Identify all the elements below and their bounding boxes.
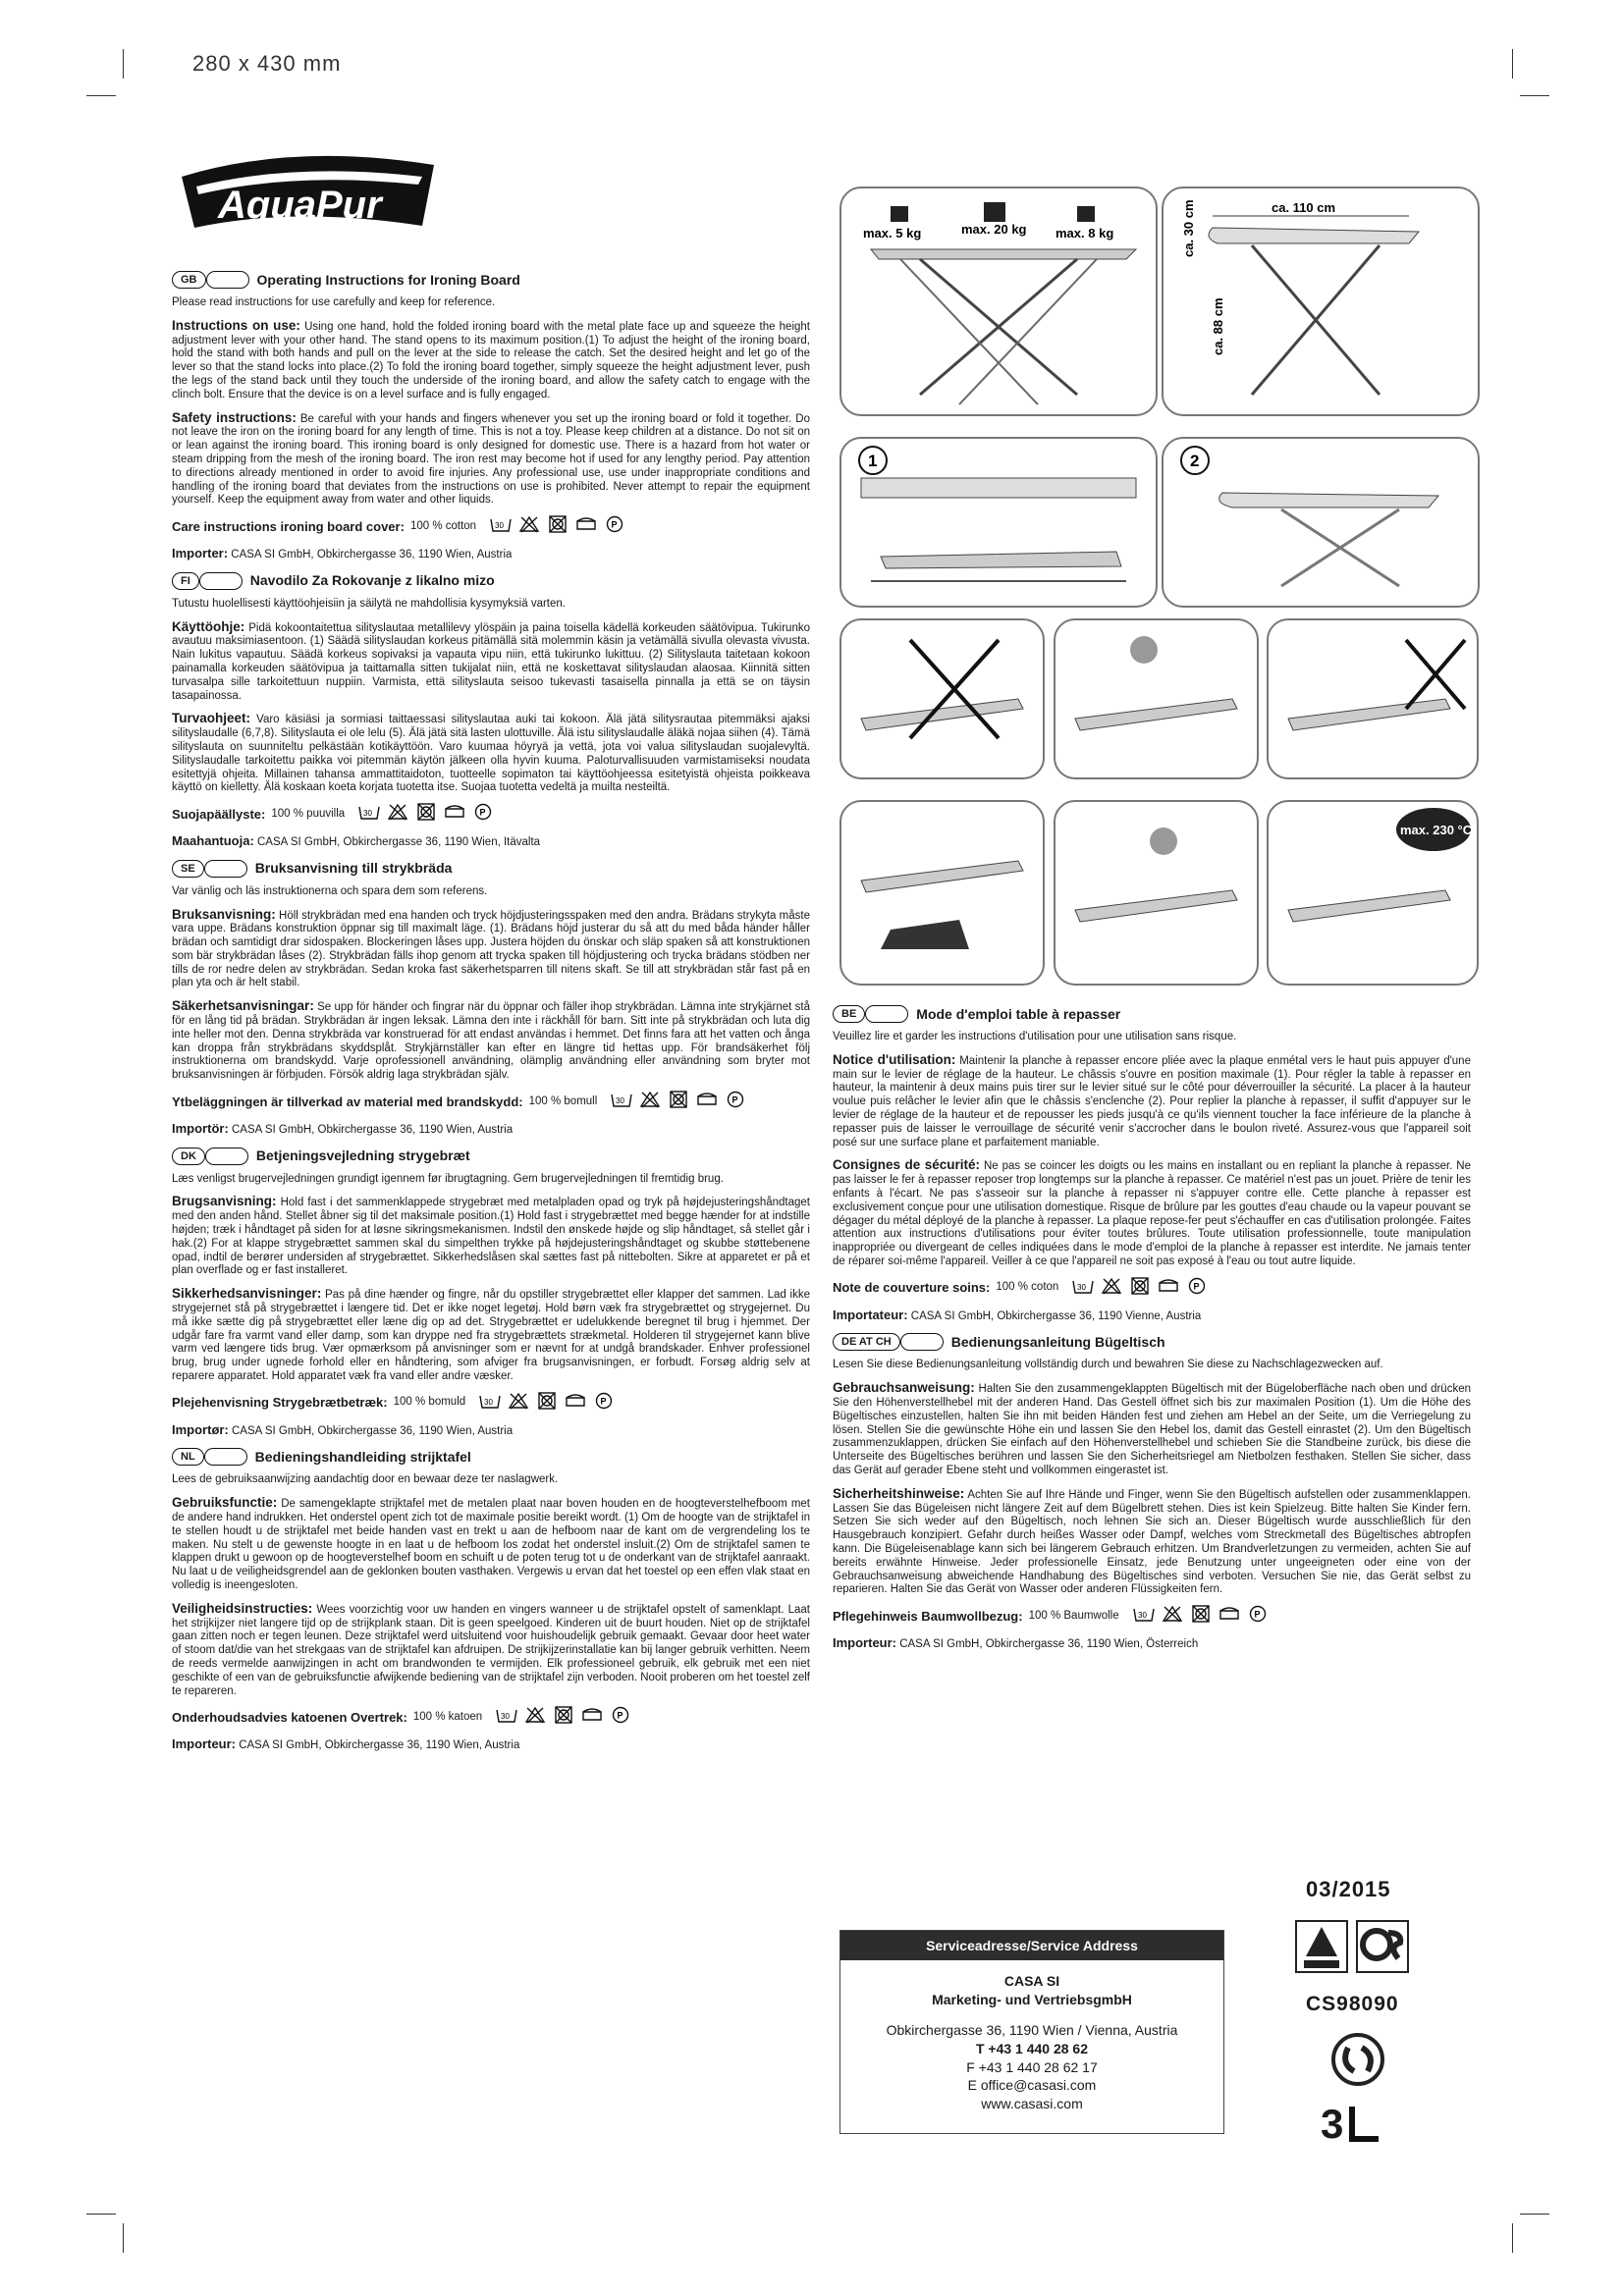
language-flag: GB [172,271,206,289]
step-number: 1 [868,452,878,470]
care-label: Plejehenvisning Strygebrætbetræk: [172,1395,388,1411]
section-paragraph [172,711,810,795]
svg-text:30: 30 [1077,1282,1087,1292]
section-title: Operating Instructions for Ironing Board [256,271,520,288]
section-title: Bruksanvisning till strykbräda [254,860,453,877]
care-value: 100 % puuvilla [271,807,346,820]
no-tumble-dry-icon [668,1091,689,1113]
care-value: 100 % coton [996,1281,1059,1294]
language-flag: DE AT CH [833,1333,900,1351]
section-intro: Tutustu huolellisesti käyttöohjeisiin ja säilytä ne mahdollisia kysymyksiä varten. [172,597,566,610]
diagram-warning-sit [839,618,1045,779]
no-tumble-dry-icon [536,1392,558,1415]
section-intro: Lesen Sie diese Bedienungsanleitung vollständig durch und bewahren Sie diese zu Nachschlagezwecken auf. [833,1359,1383,1371]
paragraph-text: Se upp för händer och fingrar när du öppnar och fäller ihop strykbrädan. Lämna inte strykjärnet stå för en lång tid på brädan. Strykbrädan är ingen leksak. Lämna den inte i räckhåll för barn. Sitt inte på strykbrädan och luta dig inte heller mot den. Denna strykbräda var konstruerad för att endast användas i hemmet. Det finns fara att het vatten och ånga kan droppa från strykbrädans skyddsplåt. Strykjärnställer kan efter en längre tid hettas upp. För brandsäkerhet följ instruktionerna om brandskydd. Varje oprofessionell användning, olämplig användning eller användning som bryter mot bruksanvisningen är förbjuden. Försök aldrig laga strykbrädan själv. [172,1001,810,1082]
dimension-width: ca. 30 cm [1181,199,1196,257]
line-dry-icon [1158,1277,1179,1300]
no-tumble-dry-icon [1190,1605,1212,1628]
section-paragraph [833,1157,1471,1268]
section-paragraph [833,1380,1471,1478]
no-tumble-dry-icon [547,515,568,538]
language-flag-extra [900,1333,944,1351]
care-instructions [833,1605,1471,1628]
care-label: Care instructions ironing board cover: [172,518,405,534]
crop-mark [86,95,116,96]
wash-30-icon [611,1091,632,1113]
language-flag: DK [172,1148,205,1165]
paragraph-heading: Instructions on use: [172,317,300,333]
instruction-section [833,1333,1471,1651]
wash-30-icon [1133,1605,1155,1628]
packaging-recycle-mark [1321,2101,1379,2148]
service-phone: T +43 1 440 28 62 [975,2040,1089,2056]
section-header [172,271,810,289]
importer-label: Importateur: [833,1307,908,1322]
load-label-right: max. 8 kg [1056,226,1114,240]
paragraph-heading: Notice d'utilisation: [833,1051,956,1067]
line-dry-icon [575,515,597,538]
care-label: Onderhoudsadvies katoenen Overtrek: [172,1709,407,1725]
left-column [172,265,810,1763]
care-instructions [833,1277,1471,1300]
edition-date: 03/2015 [1306,1877,1391,1901]
importer-label: Importeur: [172,1736,236,1752]
care-value: 100 % bomull [528,1095,598,1107]
crop-mark [123,2223,124,2253]
product-code: CS98090 [1306,1993,1399,2015]
care-symbols [490,515,625,538]
dimension-height: ca. 88 cm [1211,297,1225,355]
section-title: Bedieningshandleiding strijktafel [254,1449,471,1465]
language-flag: NL [172,1448,204,1466]
language-flag-extra [204,860,247,878]
no-tumble-dry-icon [1129,1277,1151,1300]
language-flag: BE [833,1005,865,1023]
crop-mark [1520,2214,1549,2215]
section-header [172,860,810,878]
paragraph-text: Höll strykbrädan med ena handen och tryck höjdjusteringsspaken med den andra. Brädans strykyta måste vara uppe. Brädans konstruktion öppnar sig till maximalt läge. (1). Brädans höjd justerar du så att du med båda händer håller brädan och samtidigt drar sidospaken. Blockeringen låses upp. Justera höjden du önskar och släp spaken så att konstruktionen som bär strykbrädan låses (2). Strykbrädan fälls ihop genom att trycka spaken till höjdjustering och trycka brädans stödben ner tills de ror nedre delen av strykbrädan. Sedan kroka fast säkerhetsparren till nitens skaft. Se till att strykbrädan står fast på en plan yta och är helt stabil. [172,909,810,989]
importer-line [172,833,810,850]
care-symbols [1072,1277,1208,1300]
service-company-subtitle: Marketing- und VertriebsgmbH [932,1991,1132,2007]
importer-value: CASA SI GmbH, Obkirchergasse 36, 1190 Vienne, Austria [910,1309,1202,1322]
section-paragraph [833,1486,1471,1597]
dimension-length: ca. 110 cm [1272,200,1336,215]
paragraph-heading: Bruksanvisning: [172,906,276,922]
no-bleach-icon [1162,1605,1183,1628]
care-instructions [172,803,810,826]
section-paragraph [833,1052,1471,1150]
care-label: Note de couverture soins: [833,1280,991,1296]
paragraph-text: Maintenir la planche à repasser encore pliée avec la plaque enmétal vers le haut puis appuyer d'une main sur le levier de réglage de la hauteur. Le châssis s'ouvre en position maximale (1). Pour régler la table à repasser en hauteur, la maintenir à deux mains puis tirer sur le levier situé sur le côté pour déverrouiller la sécurité. La placer à la hauteur voulue puis relâcher le levier afin que le châssis s'enclenche (2). Pour replier la planche à repasser, il suffit d'appuyer sur le levier de réglage de la hauteur et de repousser les pieds jusqu'à ce qu'ils viennent toucher la face inférieure de la planche à repasser puis de laisser le verrouillage de sécurité venir s'accrocher dans le boulon riveté. Assurez-vous que l'appareil soit posé sur une surface plane et parfaitement maniable. [833,1054,1471,1148]
importer-label: Importör: [172,1120,229,1136]
paragraph-text: Using one hand, hold the folded ironing board with the metal plate face up and squeeze the height adjustment lever with your other hand. The stand opens to its maximum position.(1) To adjust the height of the ironing board, hold the stand with both hands and pull on the lever at the side to release the catch. Set the desired height and let go of the lever so that the stand locks into place.(2) To fold the ironing board together, simply squeeze the height adjustment lever, push the legs of the stand back until they touch the underside of the ironing board, and allow the safety catch to engage with the clinch bolt. Ensure that the device is on a level surface and is fully engaged. [172,320,810,400]
section-intro: Læs venligst brugervejledningen grundigt igennem før ibrugtagning. Gem brugervejledningen til fremtidig brug. [172,1172,724,1185]
svg-text:P: P [731,1095,738,1105]
no-bleach-icon [508,1392,529,1415]
importer-label: Importør: [172,1421,229,1437]
dry-clean-p-icon [472,803,494,826]
paragraph-text: De samengeklapte strijktafel met de metalen plaat naar boven houden en de hoogteverstelhefboom met de andere hand indrukken. Het onderstel opent zich tot de maximale positie bereikt wordt. (1) Om de hoogte van de strijktafel in te stellen houdt u de strijktafel met beide handen vast en trekt u aan de hefboom naar de kant om de vergrendeling los te maken. Nu stelt u de gewenste hoogte in en laat u de hefboom los zodat het onderstel insluit.(2) Om de strijktafel samen te klappen drukt u gewoon op de hoogteverstelhef boom en schuift u de poten terug tot u de onderkant van de strijktafel aanraakt. Nu laat u de veiligheidsgrendel aan de geklonken bouten vasthaken. Vergewis u ervan dat het toestel op een effen vlak staat en volledig is ineengesloten. [172,1498,810,1591]
wash-30-icon [496,1706,517,1729]
aquapur-logo [177,147,442,236]
no-bleach-icon [518,515,540,538]
recycling-green-dot-icon [1330,2032,1385,2087]
paragraph-text: Pas på dine hænder og fingre, når du opstiller strygebrættet eller klapper det sammen. Lad ikke strygejernet stå på strygebrættet i længere tid. Det er ikke noget legetøj. Hold børn væk fra strygebrættet og strygejernet. Du må ikke sætte dig på strygebrættet eller læne dig op ad det. Strygebrættet er udelukkende beregnet til brug i hjemmet. Der udgår fare fra varmt vand eller damp, som kan dryppe ned fra strygebrættets strækmetal. Holderen til strygejernet kann blive varm ved længere tids brug. Vær opmærksom på anvisninger som er nævnt for at undgå brandskader. Enhver professionel brug, brug under ugnede forhold eller en håndtering, som afviger fra brugsanvisningen, er forbudt. Forsøg aldrig selv at reparere apparatet. Hold apparatet væk fra vand eller andre væsker. [172,1289,810,1383]
dry-clean-p-icon [1186,1277,1208,1300]
paragraph-heading: Gebrauchsanweisung: [833,1380,975,1396]
importer-value: CASA SI GmbH, Obkirchergasse 36, 1190 Wien, Austria [231,548,513,561]
instruction-section [172,1148,810,1439]
svg-text:30: 30 [1137,1611,1147,1621]
section-title: Mode d'emploi table à repasser [916,1005,1121,1022]
diagram-max-temperature [1267,800,1479,986]
dry-clean-p-icon [610,1706,631,1729]
importer-value: CASA SI GmbH, Obkirchergasse 36, 1190 Wien, Austria [239,1739,520,1752]
language-flag: SE [172,860,204,878]
instruction-section [172,860,810,1138]
wash-30-icon [1072,1277,1094,1300]
care-instructions [172,1392,810,1415]
diagram-step-2 [1162,437,1480,608]
section-title: Navodilo Za Rokovanje z likalno mizo [249,572,495,589]
line-dry-icon [696,1091,718,1113]
paragraph-heading: Consignes de sécurité: [833,1157,981,1173]
tuv-certification-icon [1294,1919,1349,1974]
paragraph-heading: Sicherheitshinweise: [833,1485,965,1501]
line-dry-icon [1218,1605,1240,1628]
language-flag-extra [199,572,243,590]
section-intro: Lees de gebruiksaanwijzing aandachtig door en bewaar deze ter naslagwerk. [172,1473,559,1486]
no-tumble-dry-icon [415,803,437,826]
line-dry-icon [444,803,465,826]
paragraph-text: Halten Sie den zusammengeklappten Bügeltisch mit der Bügeloberfläche nach oben und drücken Sie den Höhenverstellhebel mit der anderen Hand. Das Gestell öffnet sich bis zur maximalen Position (1). Um die Höhe des Bügeltisches einzustellen, halten Sie ihn mit beiden Händen fest und ziehen am Hebel an der Seite, um die Verriegelung zu lösen. Stellen Sie die gewünschte Höhe ein und lassen Sie den Hebel los, damit das Gestell einrastet (2). Um den Bügeltisch zusammenzuklappen, drücken Sie einfach auf den Höhenverstellhebel und schieben Sie die Standbeine zurück, bis diese die Unterseite des Bügeltisches berühren und lassen Sie den Sicherheitsriegel am Nietbolzen festhaken. Stellen Sie sicher, dass das Gerät auf gerader Ebene steht und vollkommen eingerastet ist. [833,1383,1471,1476]
load-label-left: max. 5 kg [863,226,922,240]
svg-text:P: P [600,1396,607,1407]
paragraph-text: Varo käsiäsi ja sormiasi taittaessasi silityslautaa auki tai kokoon. Älä jätä silitysrautaa pitemmäksi ajaksi silityslaudalle (6,7,8). Silityslauta ei ole lelu (5). Älä jätä sitä lasten ulottuville. Älä istu silityslaudalle äläkä nojaa siihen (4). Tämä silityslauta on suunniteltu pelkästään kotikäyttöön. Varo kuumaa höyryä ja vettä, jota voi valua silityslaudan suojalevyltä. Silityslaudalle tarkoitettu paikka voi pitemmän käytön jälkeen olla hyvin kuuma. Paloturvallisuuden varmistamiseksi noudata esitettyjä ohjeita. Millainen tahansa ammattitaidoton, tuotteelle sopimaton tai käyttöohjeessa esitetyistä ohjeista poikkeava käyttö on kielletty. Älä koskaan koeta korjata tuotetta itse. Suojaa tuotetta vedeltä ja muilta nesteiltä. [172,714,810,794]
wash-30-icon [358,803,380,826]
diagram-max-loads [839,187,1158,416]
section-paragraph [172,998,810,1083]
importer-value: CASA SI GmbH, Obkirchergasse 36, 1190 Wien, Austria [231,1123,514,1136]
paragraph-heading: Brugsanvisning: [172,1194,277,1209]
importer-line [172,1422,810,1439]
care-symbols [1133,1605,1269,1628]
importer-line [172,546,810,562]
paragraph-heading: Safety instructions: [172,409,297,425]
dry-clean-p-icon [593,1392,615,1415]
section-paragraph [172,318,810,402]
importer-value: CASA SI GmbH, Obkirchergasse 36, 1190 Wien, Österreich [899,1637,1199,1650]
service-fax: F +43 1 440 28 62 17 [966,2058,1098,2075]
section-paragraph [172,1286,810,1384]
wash-30-icon [479,1392,501,1415]
diagram-ironing [1054,800,1259,986]
section-title: Betjeningsvejledning strygebræt [255,1148,470,1164]
service-email: E office@casasi.com [967,2077,1097,2094]
svg-text:30: 30 [484,1397,494,1407]
page-size-label: 280 x 430 mm [192,51,342,76]
brand-name: AquaPur [218,184,382,227]
importer-label: Importer: [172,545,229,561]
care-symbols [496,1706,631,1729]
paragraph-heading: Säkerhetsanvisningar: [172,998,314,1014]
service-header: Serviceadresse/Service Address [840,1931,1223,1960]
crop-mark [1512,49,1513,79]
service-address: Obkirchergasse 36, 1190 Wien / Vienna, Austria [886,2021,1178,2038]
section-header [833,1333,1471,1351]
svg-text:30: 30 [495,521,504,531]
diagram-step-1 [839,437,1158,608]
language-flag: FI [172,572,199,590]
wash-30-icon [490,515,512,538]
importer-value: CASA SI GmbH, Obkirchergasse 36, 1190 Wien, Itävalta [257,835,541,848]
paragraph-heading: Veiligheidsinstructies: [172,1600,313,1616]
paragraph-text: Be careful with your hands and fingers whenever you set up the ironing board or fold it together. Do not leave the iron on the ironing board for any length of time. This is not a toy. Please keep children at a distance. Do not sit on or lean against the ironing board. This ironing board is only designed for domestic use. There is a hazard from hot water or steam dripping from the mesh of the ironing board. The iron rest may become hot if used for any lengthy period. Pay attention to directions already mentioned in order to avoid fire injuries. Any professional use, use under inappropriate conditions and handling of the ironing board that deviates from the instructions on use is prohibited. Never attempt to repair the equipment yourself. Keep the equipment away from water and other liquids. [172,412,810,507]
section-paragraph [172,619,810,704]
section-paragraph [172,907,810,991]
dry-clean-p-icon [725,1091,746,1113]
section-title: Bedienungsanleitung Bügeltisch [950,1333,1165,1350]
language-flag-extra [205,1148,248,1165]
dry-clean-p-icon [1247,1605,1269,1628]
paragraph-heading: Sikkerhedsanvisninger: [172,1286,322,1302]
section-paragraph [172,1495,810,1593]
section-intro: Var vänlig och läs instruktionerna och spara dem som referens. [172,884,488,897]
svg-text:30: 30 [501,1712,511,1722]
care-value: 100 % cotton [409,519,477,532]
svg-text:P: P [611,519,618,530]
svg-text:30: 30 [363,809,373,819]
importer-value: CASA SI GmbH, Obkirchergasse 36, 1190 Wien, Austria [231,1424,514,1437]
importer-label: Maahantuoja: [172,832,254,848]
no-bleach-icon [387,803,408,826]
no-bleach-icon [1101,1277,1122,1300]
care-instructions [172,1706,810,1729]
care-symbols [358,803,494,826]
svg-text:P: P [1193,1281,1200,1292]
service-website: www.casasi.com [981,2096,1083,2112]
paragraph-text: Wees voorzichtig voor uw handen en vingers wanneer u de strijktafel opstelt of samenklapt. Laat het strijkijzer niet langere tijd op de strijkplank staan. Dit is geen speelgoed. Kinderen uit de buurt houden. Niet op de strijktafel gaan zitten noch er tegen leunen. Deze strijktafel werd uitsluitend voor huishoudelijk gebruik gemaakt. Gevaar door heet water of stoom dat/die van het strekgaas van de strijktafel kan afdruipen. De strijkijzerinstallatie kan bij langer gebruik verhitten. Neem de reeds vermelde aanwijzingen in acht om brandwonden te vermijden. Elk professioneel gebruik, elk gebruik met een niet geschikte of een van de gebruiksfunctie afwijkende bediening van de strijktafel zijn verboden. Nooit proberen om het toestel zelf te repareren. [172,1603,810,1697]
importer-line [833,1308,1471,1324]
svg-text:P: P [617,1710,623,1721]
paragraph-text: Hold fast i det sammenklappede strygebræt med metalpladen opad og tryk på højdejusteringshåndtaget med den anden hånd. Stellet åbner sig til det maksimale position.(1) Hold fast i strygebrættet med begge hænder for at indstille højden; træk i håndtaget på siden for at løsne sikringsmekanismen. Indstil den ønskede højde og slip håndtaget, så stellet går i hak.(2) For at klappe strygebrættet sammen skal du simpelthen trykke på højdejusteringshåndtaget og skubbe støttebenene opad, indtil de berører undersiden af strygebrættet. Sikkerhedslåsen skal sættes fast på nittebolten. Sikre at apparetet er på et plan overflade og er fast installeret. [172,1197,810,1277]
importer-label: Importeur: [833,1634,896,1650]
instruction-section [172,271,810,562]
recycle-corner-icon [1349,2107,1379,2142]
care-instructions [172,1091,810,1113]
care-label: Ytbeläggningen är tillverkad av material med brandskydd: [172,1094,523,1109]
language-flag-extra [204,1448,247,1466]
line-dry-icon [565,1392,586,1415]
service-address-box [839,1930,1224,2134]
crop-mark [86,2214,116,2215]
svg-text:P: P [479,807,486,818]
paragraph-text: Ne pas se coincer les doigts ou les mains en installant ou en repliant la planche à repasser. Ne pas laisser le fer à repasser reposer trop longtemps sur la planche à repasser. Ce matériel n'est pas un jouet. Prière de tenir les enfants à l'écart. Ne pas s'asseoir sur la planche à repasser ni s'appuyer contre elle. Cette planche à repasser est exclusivement conçue pour une utilisation domestique. Risque de brûlure par les gouttes d'eau chaude ou la vapeur pouvant se dégager du métal déployé de la planche à repasser. La plaque repose-fer peut s'échauffer en cas d'utilisation prolongée. Faites attention aux instructions d'utilisations pour éviter toutes brûlures. Toute utilisation professionnelle, toute manipulation inappropriée ou divergeant de celles indiquées dans le mode d'emploi de la planche à repasser est interdite. Ne jamais tenter de réparer soi-même l'appareil. Veiller à ce que l'appareil ne soit pas exposé à l'eau ou tout autre liquide. [833,1160,1471,1267]
section-intro: Veuillez lire et garder les instructions d'utilisation pour une utilisation sans risque. [833,1031,1237,1042]
care-value: 100 % Baumwolle [1028,1609,1119,1622]
crop-mark [123,49,124,79]
language-flag-extra [865,1005,908,1023]
care-label: Pflegehinweis Baumwollbezug: [833,1608,1023,1624]
section-intro: Please read instructions for use carefully and keep for reference. [172,296,496,308]
instruction-section [172,572,810,850]
instruction-section [172,1448,810,1753]
care-label: Suojapäällyste: [172,806,266,822]
instruction-section [833,1005,1471,1323]
section-paragraph [172,1601,810,1699]
care-value: 100 % katoen [412,1710,483,1723]
gs-certification-icon [1355,1919,1410,1974]
section-header [172,1448,810,1466]
crop-mark [1520,95,1549,96]
diagram-warning-children [1054,618,1259,779]
svg-text:30: 30 [616,1096,625,1106]
no-bleach-icon [524,1706,546,1729]
diagram-dimensions [1162,187,1480,416]
paragraph-text: Pidä kokoontaitettua silityslautaa metallilevy ylöspäin ja paina toisella kädellä korkeuden säätövipua. Tukirunko avautuu maksimiasentoon. (1) Säädä silityslaudan korkeus pitämällä sitä molemmin käsin ja vetämällä sivulla olevasta vivusta. Nain lukitus vapautuu. Säädä korkeus sopivaksi ja vapauta vipu niin, että tukirunko lukittuu. (2) Silityslauta taitetaan kokoon painamalla korkeuden säätövipua ja taittamalla sitten tukijalat niin, että ne koskettavat silityslaudan alaosaa. Kiinnitä sitten turvasalpa sille tarkoitettuun nuppiin. Varmista, että silityslauta seisoo tukevasti tasaisella pinnalla ja että se on täysin tasapainossa. [172,621,810,702]
line-dry-icon [581,1706,603,1729]
no-tumble-dry-icon [553,1706,574,1729]
diagram-warning-iron-rest [1267,618,1479,779]
svg-text:P: P [1254,1609,1261,1620]
paragraph-heading: Gebruiksfunctie: [172,1495,278,1511]
paragraph-text: Achten Sie auf Ihre Hände und Finger, wenn Sie den Bügeltisch aufstellen oder zusammenklappen. Lassen Sie das Bügeleisen nicht längere Zeit auf dem Bügelbrett stehen. Dies ist kein Spielzeug. Bitte halten Sie Kinder fern. Setzen Sie sich weder auf den Bügeltisch, noch lehnen Sie sich an. Dieser Bügeltisch wurde ausschließlich für den Hausgebrauch konzipiert. Gefahr durch heißes Wasser oder Dampf, welches vom Streckmetall des Bügeltisches abtropfen kann. Die Bügeleisenablage kann sich bei längerem Gebrauch erhitzen. Um Brandverletzungen zu vermeiden, achten Sie auf bereits erwähnte Hinweise. Jeder professionelle Einsatz, jede Benutzung unter ungeeigneten oder eine von der Gebrauchsanweisung abweichende Handhabung des Bügeltisches sind verboten. Versuchen Sie nie, das Gerät selbst zu reparieren. Halten Sie das Gerät von Wasser oder anderen Flüssigkeiten fern. [833,1488,1471,1596]
service-company: CASA SI [1003,1973,1060,1989]
right-column [833,999,1471,1662]
paragraph-heading: Käyttöohje: [172,618,245,634]
no-bleach-icon [639,1091,661,1113]
max-temperature-badge: max. 230 °C [1400,823,1473,837]
step-number: 2 [1190,452,1200,470]
load-label-middle: max. 20 kg [961,222,1027,237]
section-header [172,572,810,590]
care-value: 100 % bomuld [393,1396,466,1409]
section-header [833,1005,1471,1023]
section-paragraph [172,1194,810,1278]
section-header [172,1148,810,1165]
language-flag-extra [206,271,249,289]
importer-line [172,1736,810,1753]
importer-line [833,1635,1471,1652]
paragraph-heading: Turvaohjeet: [172,711,251,726]
section-paragraph [172,410,810,508]
importer-line [172,1121,810,1138]
care-symbols [479,1392,615,1415]
recycle-number: 3 [1321,2101,1344,2147]
crop-mark [1512,2223,1513,2253]
care-symbols [611,1091,746,1113]
care-instructions [172,515,810,538]
diagram-fold-lever [839,800,1045,986]
dry-clean-p-icon [604,515,625,538]
